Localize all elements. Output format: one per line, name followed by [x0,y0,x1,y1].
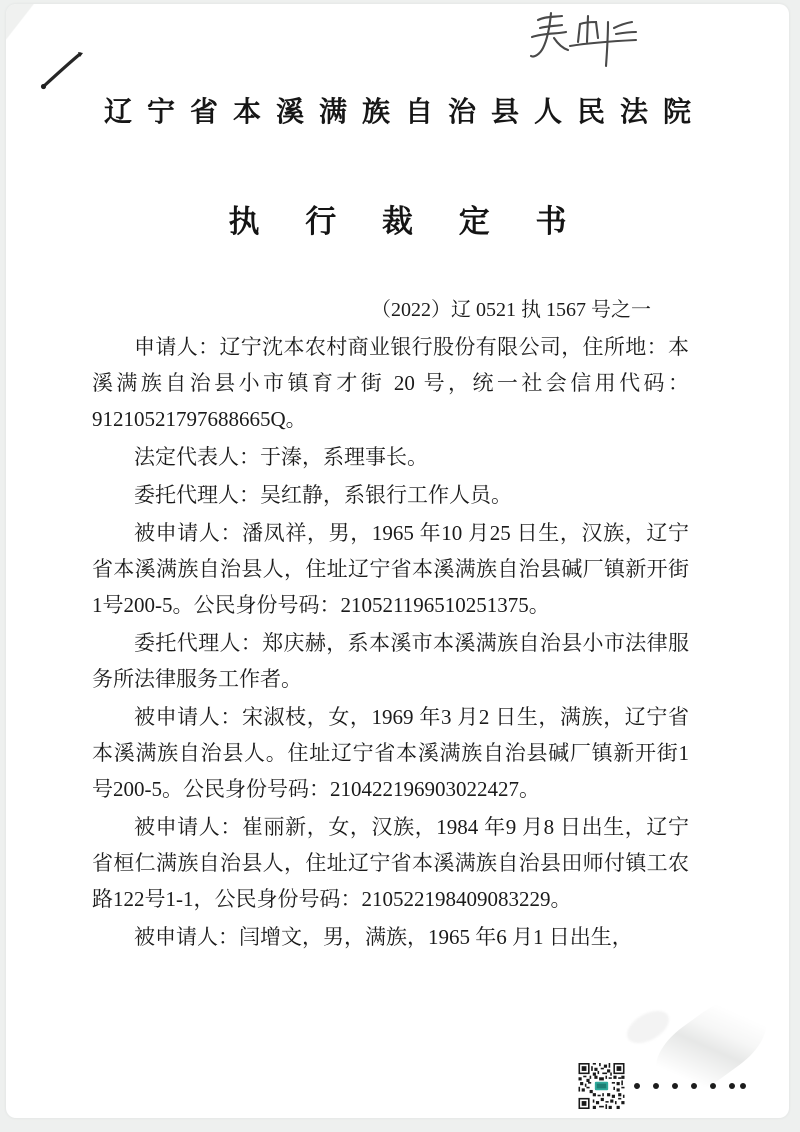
dot [740,1083,746,1089]
paragraph-applicant: 申请人：辽宁沈本农村商业银行股份有限公司，住所地：本溪满族自治县小市镇育才街 20 号，统一社会信用代码：91210521797688665Q。 [92,335,689,431]
handwritten-signature [524,8,656,72]
court-name: 辽宁省本溪满族自治县人民法院 [103,97,706,128]
document-title: 执 行 裁 定 书 [228,204,586,239]
dot [691,1083,697,1089]
case-number: （2022）辽 0521 执 1567 号之一 [371,299,651,321]
dot [672,1083,678,1089]
paragraph-respondent-1: 被申请人：潘凤祥，男，1965 年10 月25 日生，汉族，辽宁省本溪满族自治县人，住址辽宁省本溪满族自治县碱厂镇新开街1号200-5。公民身份号码：210521196510251375。 [92,521,689,617]
paragraph-respondent-2: 被申请人：宋淑枝，女，1969 年3 月2 日生，满族，辽宁省本溪满族自治县人。住址辽宁省本溪满族自治县碱厂镇新开街1号200-5。公民身份号码：210422196903022427。 [92,705,689,801]
dot [653,1083,659,1089]
scan-smudge [622,1004,675,1050]
paragraph-respondent-4: 被申请人：闫增文，男，满族，1965 年6 月1 日出生， [134,925,633,949]
paragraph-agent-1: 委托代理人：吴红静，系银行工作人员。 [134,483,512,507]
paragraph-respondent-3: 被申请人：崔丽新，女，汉族，1984 年9 月8 日出生，辽宁省桓仁满族自治县人，住址辽宁省本溪满族自治县田师付镇工农路122号1-1，公民身份号码：210522198409083229。 [92,815,689,911]
qr-code-icon [578,1063,625,1109]
paragraph-legal-representative: 法定代表人：于溱，系理事长。 [134,445,428,469]
dot [729,1083,735,1089]
document-page [6,4,789,1118]
paragraph-agent-2: 委托代理人：郑庆赫，系本溪市本溪满族自治县小市法律服务所法律服务工作者。 [92,631,689,691]
document-body [92,329,689,955]
dot-separator [634,1083,746,1089]
pen-slash-icon [34,42,94,94]
dot [710,1083,716,1089]
dot [634,1083,640,1089]
